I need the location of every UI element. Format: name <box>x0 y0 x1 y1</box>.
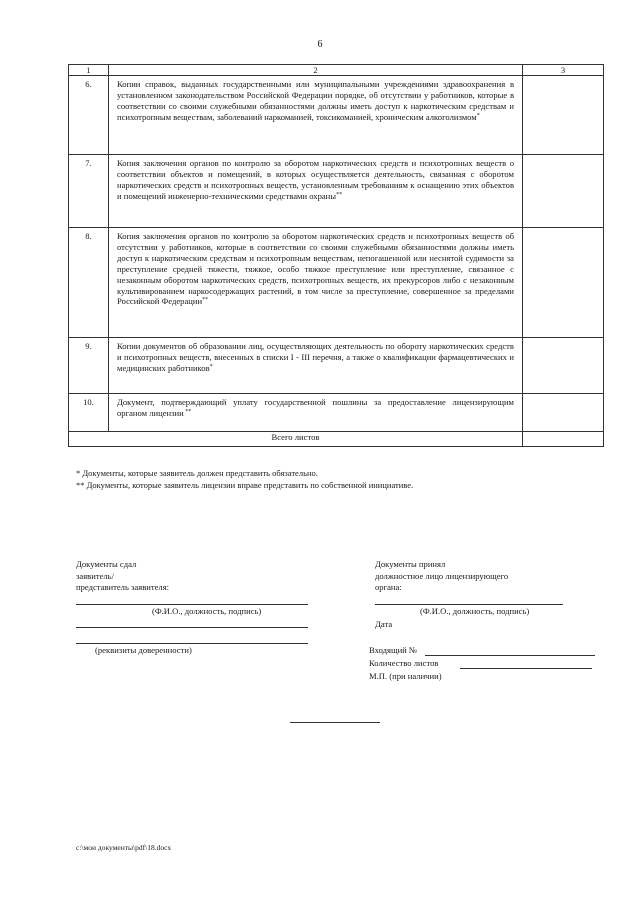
receiver-signature-caption: (Ф.И.О., должность, подпись) <box>420 606 530 616</box>
table-row <box>69 76 604 155</box>
sheet-count-label: Количество листов <box>369 658 439 668</box>
footnote-optional: ** Документы, которые заявитель лицензии вправе представить по собственной инициативе. <box>76 480 414 490</box>
submitter-line-2: заявитель/ <box>76 570 114 581</box>
footnote-mark: ** <box>336 191 343 198</box>
receiver-signature-line <box>375 604 563 605</box>
receiver-line-3: органа: <box>375 582 402 592</box>
row-number: 9. <box>69 338 109 394</box>
header-col-3: 3 <box>523 65 604 76</box>
submitter-line-3: представитель заявителя: <box>76 582 170 592</box>
file-path-footer: c:\мои документы\pdf\18.docx <box>76 843 172 852</box>
stamp-label: М.П. (при наличии) <box>369 671 442 681</box>
submitter-signature-line <box>76 604 308 605</box>
footnote-mark: * <box>476 112 480 119</box>
submitter-signature-caption: (Ф.И.О., должность, подпись) <box>152 606 262 616</box>
submitter-block <box>76 559 169 594</box>
total-value-cell <box>523 432 604 447</box>
row-text: Копии справок, выданных государственными или муниципальными учреждениями здравоохранения в установленном законодательством Российской Федерации порядке, об отсутствии у работников, которые в соответствии со своими служебными обязанностями должны иметь доступ к наркотическим средствам и психотропным веществам, заболеваний наркоманией, токсикоманией, хроническим алкоголизмом* <box>109 76 523 155</box>
footnote-mark: ** <box>202 297 209 304</box>
table-row <box>69 228 604 338</box>
receiver-line-1: Документы принял <box>375 559 446 569</box>
total-row <box>69 432 604 447</box>
row-number: 10. <box>69 394 109 432</box>
table-row <box>69 338 604 394</box>
row-text: Документ, подтверждающий уплату государственной пошлины за предоставление лицензирующим органом лицензии ** <box>109 394 523 432</box>
receiver-line-2: должностное лицо лицензирующего <box>375 570 509 581</box>
sheet-count-line <box>460 668 592 669</box>
footnote-mark: * <box>209 363 213 370</box>
incoming-number-label: Входящий № <box>369 645 418 655</box>
receiver-block <box>375 559 508 594</box>
row-text: Копии документов об образовании лиц, осуществляющих деятельность по обороту наркотических средств и психотропных веществ, внесенных в списки I - III перечня, а также о квалификации фармацевтических и медицинских работников* <box>109 338 523 394</box>
table-row <box>69 394 604 432</box>
row-sheets-cell <box>523 228 604 338</box>
submitter-extra-line <box>76 627 308 628</box>
power-of-attorney-caption: (реквизиты доверенности) <box>95 645 192 655</box>
footnote-required: * Документы, которые заявитель должен представить обязательно. <box>76 468 318 478</box>
row-sheets-cell <box>523 394 604 432</box>
page-number: 6 <box>317 39 323 50</box>
power-of-attorney-line <box>76 643 308 644</box>
date-label: Дата <box>375 619 393 629</box>
row-text: Копия заключения органов по контролю за оборотом наркотических средств и психотропных веществ о соответствии объектов и помещений, в которых осуществляется деятельность, связанная с оборотом наркотических средств и психотропных веществ, установленным требованиям к оснащению этих объектов и помещений инженерно-техническими средствами охраны** <box>109 155 523 228</box>
header-col-2: 2 <box>109 65 523 76</box>
row-number: 7. <box>69 155 109 228</box>
total-label: Всего листов <box>69 432 523 447</box>
footnotes <box>76 467 413 491</box>
row-sheets-cell <box>523 338 604 394</box>
row-number: 6. <box>69 76 109 155</box>
end-separator-line <box>290 722 380 723</box>
table-header-row <box>69 65 604 76</box>
documents-table <box>68 64 604 447</box>
submitter-line-1: Документы сдал <box>76 559 137 569</box>
incoming-number-line <box>425 655 595 656</box>
row-sheets-cell <box>523 76 604 155</box>
header-col-1: 1 <box>69 65 109 76</box>
footnote-mark: ** <box>183 408 192 415</box>
table-row <box>69 155 604 228</box>
row-sheets-cell <box>523 155 604 228</box>
row-text: Копия заключения органов по контролю за оборотом наркотических средств и психотропных веществ об отсутствии у работников, которые в соответствии со своими служебными обязанностями должны иметь доступ к наркотическим средствам и психотропным веществам, непогашенной или неснятой судимости за преступление средней тяжести, тяжкое, особо тяжкое преступление или преступление, связанное с незаконным оборотом наркотических средств, психотропных веществ, их прекурсоров либо с незаконным культивированием наркосодержащих растений, в том числе за преступление, совершенное за пределами Российской Федерации** <box>109 228 523 338</box>
row-number: 8. <box>69 228 109 338</box>
